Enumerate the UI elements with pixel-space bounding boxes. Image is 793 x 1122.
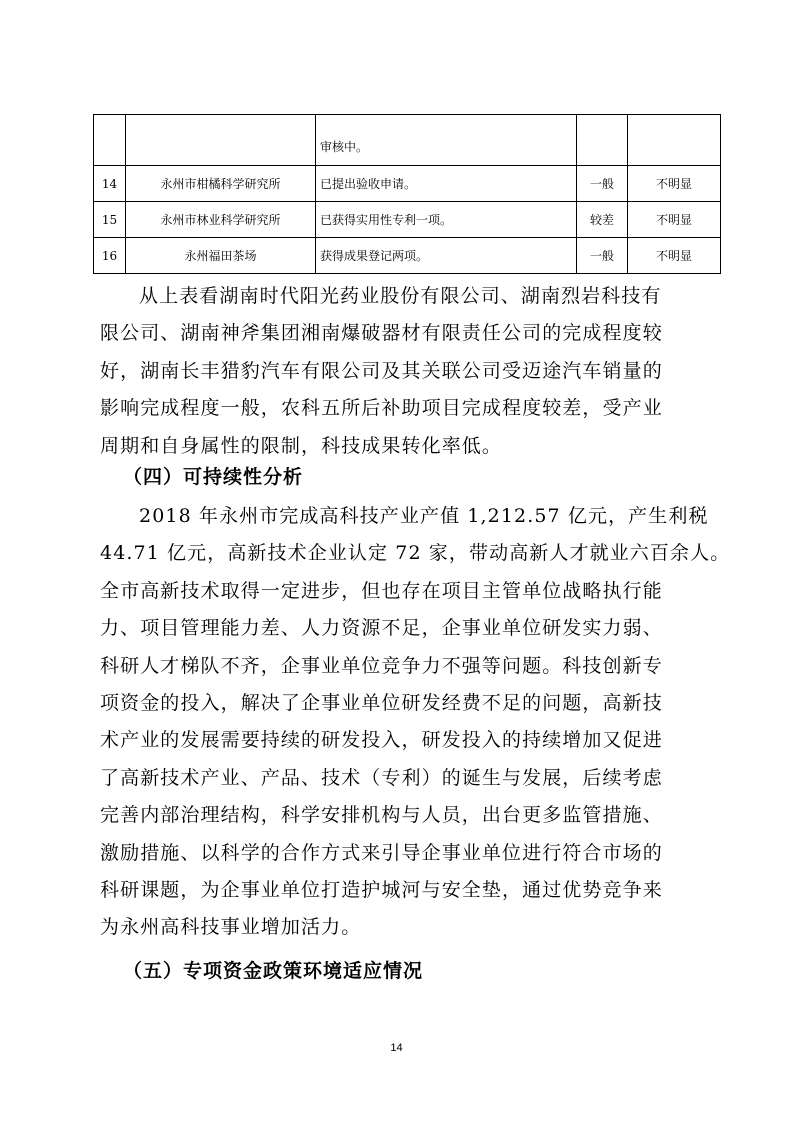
paragraph-line: 从上表看湖南时代阳光药业股份有限公司、湖南烈岩科技有 (139, 285, 662, 307)
effect-cell: 不明显 (628, 202, 721, 238)
effect-cell (628, 115, 721, 166)
progress-cell: 已获得实用性专利一项。 (316, 202, 577, 238)
paragraph-line: 完善内部治理结构，科学安排机构与人员，出台更多监管措施、 (100, 804, 663, 827)
effect-cell: 不明显 (628, 166, 721, 202)
unit-name-cell (126, 115, 316, 166)
paragraph-line: 44.71 亿元，高新技术企业认定 72 家，带动高新人才就业六百余人。 (100, 542, 731, 565)
row-number-cell: 15 (94, 202, 126, 238)
paragraph-line: 周期和自身属性的限制，科技成果转化率低。 (100, 434, 503, 457)
unit-name-cell: 永州福田茶场 (126, 238, 316, 274)
unit-name-cell: 永州市林业科学研究所 (126, 202, 316, 238)
row-number-cell (94, 115, 126, 166)
progress-cell: 获得成果登记两项。 (316, 238, 577, 274)
paragraph-line: 激励措施、以科学的合作方式来引导企事业单位进行符合市场的 (100, 841, 663, 864)
table-row (94, 115, 721, 166)
row-number-cell: 16 (94, 238, 126, 274)
table-row (94, 166, 721, 202)
paragraph-line: 影响完成程度一般，农科五所后补助项目完成程度较差，受产业 (100, 397, 663, 420)
section-heading-policy-environment: （五）专项资金政策环境适应情况 (123, 960, 424, 982)
evaluation-cell: 一般 (577, 166, 628, 202)
table-row (94, 238, 721, 274)
section-heading-sustainability: （四）可持续性分析 (123, 466, 304, 488)
paragraph-line: 全市高新技术取得一定进步，但也存在项目主管单位战略执行能 (100, 579, 663, 602)
page-number: 14 (390, 1042, 403, 1054)
table-row (94, 202, 721, 238)
paragraph-line: 术产业的发展需要持续的研发投入，研发投入的持续增加又促进 (100, 729, 663, 752)
progress-cell: 已提出验收申请。 (316, 166, 577, 202)
progress-cell: 审核中。 (316, 115, 577, 166)
paragraph-line: 2018 年永州市完成高科技产业产值 1,212.57 亿元，产生利税 (139, 505, 709, 527)
row-number-cell: 14 (94, 166, 126, 202)
paragraph-line: 限公司、湖南神斧集团湘南爆破器材有限责任公司的完成程度较 (100, 322, 663, 345)
paragraph-summary (100, 278, 703, 465)
paragraph-line: 项资金的投入，解决了企事业单位研发经费不足的问题，高新技 (100, 692, 663, 715)
paragraph-line: 为永州高科技事业增加活力。 (100, 916, 362, 939)
evaluation-cell: 较差 (577, 202, 628, 238)
paragraph-line: 科研课题，为企事业单位打造护城河与安全垫，通过优势竞争来 (100, 879, 663, 902)
paragraph-line: 力、项目管理能力差、人力资源不足，企事业单位研发实力弱、 (100, 617, 663, 640)
project-table (93, 114, 721, 274)
effect-cell: 不明显 (628, 238, 721, 274)
unit-name-cell: 永州市柑橘科学研究所 (126, 166, 316, 202)
evaluation-cell: 一般 (577, 238, 628, 274)
paragraph-line: 了高新技术产业、产品、技术（专利）的诞生与发展，后续考虑 (100, 766, 663, 789)
paragraph-line: 科研人才梯队不齐，企事业单位竞争力不强等问题。科技创新专 (100, 654, 663, 677)
paragraph-line: 好，湖南长丰猎豹汽车有限公司及其关联公司受迈途汽车销量的 (100, 359, 663, 382)
paragraph-sustainability (100, 498, 731, 947)
evaluation-cell (577, 115, 628, 166)
